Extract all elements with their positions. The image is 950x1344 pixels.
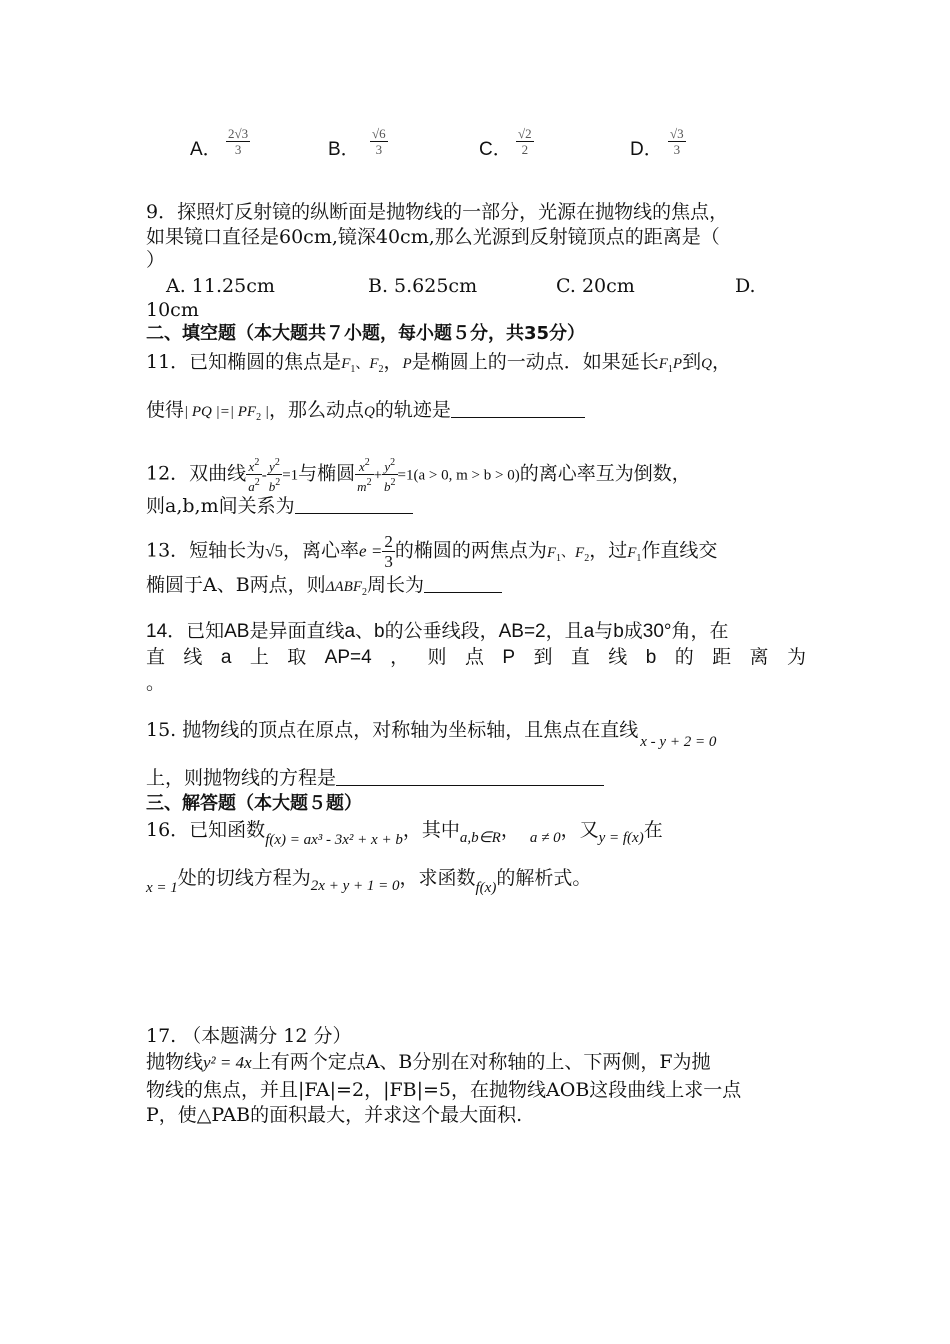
q9-line-2: 如果镜口直径是60cm,镜深40cm,那么光源到反射镜顶点的距离是（ xyxy=(146,226,720,248)
q15-answer-blank[interactable] xyxy=(336,767,604,786)
q13-answer-blank[interactable] xyxy=(424,574,502,593)
section-2-heading: 二、填空题（本大题共７小题，每小题５分，共35分） xyxy=(146,323,586,344)
q14-word: 则 xyxy=(427,647,447,668)
q11-line-2: 使得| PQ |=| $PF_2$ |，那么动点Q的轨迹是 xyxy=(146,398,585,430)
q8-option-b-label: B． xyxy=(328,139,360,160)
q17-line-1: 抛物线y² = 4x上有两个定点A、B分别在对称轴的上、下两侧，F为抛 xyxy=(146,1051,711,1073)
q16-line-1: 16．已知函数$_{f(x) = ax^3 - 3x^2 + x + b}$，其中$_{a,b\in R}$， $_{a \ne 0}$，又$_{y = f(x)}$在 xyxy=(146,819,663,848)
q14-word: 线 xyxy=(608,647,628,668)
q14-word: ， xyxy=(390,647,410,668)
q8-option-c-value: $\frac{√2}{2}$ xyxy=(518,126,532,157)
q12-answer-blank[interactable] xyxy=(295,495,413,514)
q14-word: AP=4 xyxy=(324,647,372,668)
q17-line-2: 物线的焦点，并且|FA|=2，|FB|=5，在抛物线AOB这段曲线上求一点 xyxy=(146,1079,742,1101)
q17-line-3: P，使△PAB的面积最大，并求这个最大面积. xyxy=(146,1104,523,1126)
q14-word: 到 xyxy=(533,647,553,668)
q9-option-d-value: 10cm xyxy=(146,299,199,321)
q9-option-a: A. 11.25cm xyxy=(166,275,275,297)
q13-line-1: 13．短轴长为√5，离心率e = $\frac{2}{3}$ 的椭圆的两焦点为$F_1$、$F_2$，过$F_1$作直线交 xyxy=(146,532,718,571)
q14-word: 取 xyxy=(287,647,307,668)
q14-line-3: 。 xyxy=(146,673,166,694)
q9-line-3: ） xyxy=(146,249,166,271)
q15-line-1: 15. 抛物线的顶点在原点，对称轴为坐标轴，且焦点在直线$_{x - y + 2 = 0}$ xyxy=(146,719,717,750)
q14-word: b xyxy=(645,647,657,668)
q12-line-2: 则a,b,m间关系为 xyxy=(146,494,413,518)
q14-word: 直 xyxy=(146,647,166,668)
q14-line-1: 14．已知AB是异面直线a、b的公垂线段，AB=2，且a与b成30°角，在 xyxy=(146,621,729,642)
q9-option-d: D. xyxy=(735,275,756,297)
q14-word: P xyxy=(502,647,516,668)
q14-word: 为 xyxy=(786,647,806,668)
q14-word: a xyxy=(220,647,232,668)
q11-line-1: 11．已知椭圆的焦点是$F_1$、$F_2$，P是椭圆上的一动点．如果延长$F_1P$到Q， xyxy=(146,351,731,375)
q8-option-c-label: C． xyxy=(479,139,512,160)
q9-line-1: 9．探照灯反射镜的纵断面是抛物线的一部分，光源在抛物线的焦点， xyxy=(146,201,729,223)
q14-word: 离 xyxy=(749,647,769,668)
q14-word: 直 xyxy=(570,647,590,668)
q8-option-d-value: $\frac{√3}{3}$ xyxy=(670,126,684,157)
q8-option-a-value: $\frac{2√3}{3}$ xyxy=(228,126,249,157)
q17-heading: 17. （本题满分 12 分） xyxy=(146,1025,352,1047)
q9-option-b: B. 5.625cm xyxy=(368,275,478,297)
q14-word: 线 xyxy=(183,647,203,668)
q13-line-2: 椭圆于A、B两点，则$\Delta ABF_2$周长为 xyxy=(146,573,502,605)
q14-word: 点 xyxy=(464,647,484,668)
q16-line-2: $_{x = 1}$处的切线方程为$_{2x + y + 1 = 0}$，求函数$_{f(x)}$的解析式。 xyxy=(146,867,592,896)
q14-word: 上 xyxy=(249,647,269,668)
q9-option-c: C. 20cm xyxy=(556,275,635,297)
q14-word: 的 xyxy=(674,647,694,668)
q8-option-d-label: D． xyxy=(630,139,663,160)
q12-line-1: 12．双曲线 $\frac{x^2}{a^2}$ - $\frac{y^2}{b^2}$ =1与椭圆 $\frac{x^2}{m^2}$ + $\frac{y^2}{b^2}$ =1(a > 0, m > b > 0)的离心率互为倒数， xyxy=(146,457,691,494)
section-3-heading: 三、解答题（本大题５题） xyxy=(146,793,362,814)
q11-answer-blank[interactable] xyxy=(451,399,585,418)
q8-option-b-value: $\frac{√6}{3}$ xyxy=(372,126,386,157)
q15-line-2: 上，则抛物线的方程是 xyxy=(146,766,604,790)
q14-word: 距 xyxy=(712,647,732,668)
q14-line-2 xyxy=(146,646,806,670)
q8-option-a-label: A． xyxy=(190,139,222,160)
